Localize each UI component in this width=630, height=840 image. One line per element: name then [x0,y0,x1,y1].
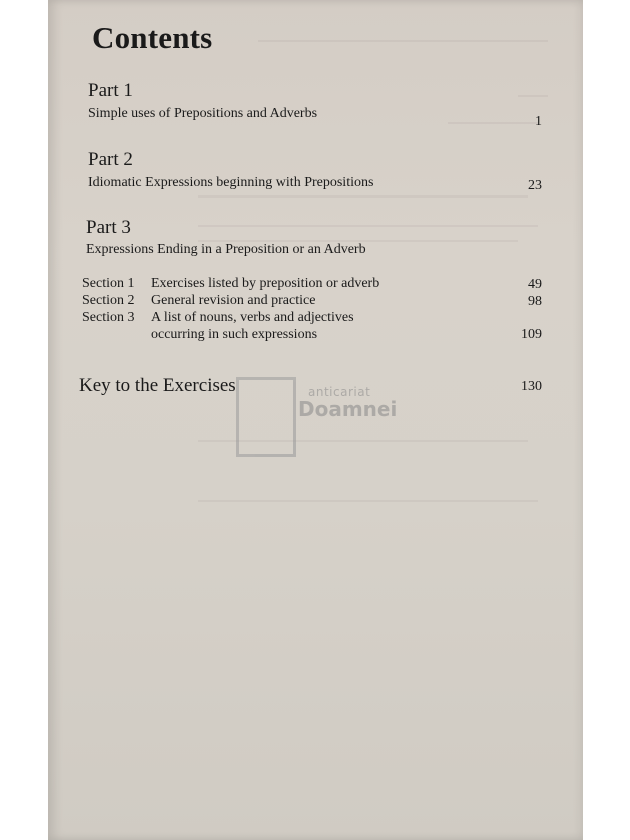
watermark-line-1: anticariat [308,385,371,399]
section-3-text: A list of nouns, verbs and adjectives [151,310,354,325]
section-1-label: Section 1 [82,276,135,291]
section-2-page-number: 98 [528,294,542,309]
section-3-page-number: 109 [521,327,542,342]
section-2-text: General revision and practice [151,293,316,308]
key-to-exercises-heading: Key to the Exercises [79,375,236,396]
section-1-page-number: 49 [528,277,542,292]
key-page-number: 130 [521,379,542,394]
watermark-line-2: Doamnei [298,397,398,421]
section-2-label: Section 2 [82,293,135,308]
part-2-heading: Part 2 [88,149,133,170]
part-1-heading: Part 1 [88,80,133,101]
watermark-logo [236,377,406,461]
page-title: Contents [92,20,213,55]
part-1-subtitle: Simple uses of Prepositions and Adverbs [88,106,318,121]
section-1-text: Exercises listed by preposition or adverb [151,276,380,291]
part-3-subtitle: Expressions Ending in a Preposition or an Adverb [86,242,366,257]
part-2-page-number: 23 [528,178,542,193]
part-2-subtitle: Idiomatic Expressions beginning with Prepositions [88,175,374,190]
part-3-heading: Part 3 [86,217,131,238]
section-3-label: Section 3 [82,310,135,325]
part-1-page-number: 1 [535,114,542,129]
section-3-text-continued: occurring in such expressions [151,327,318,342]
watermark-book-icon [236,377,296,457]
